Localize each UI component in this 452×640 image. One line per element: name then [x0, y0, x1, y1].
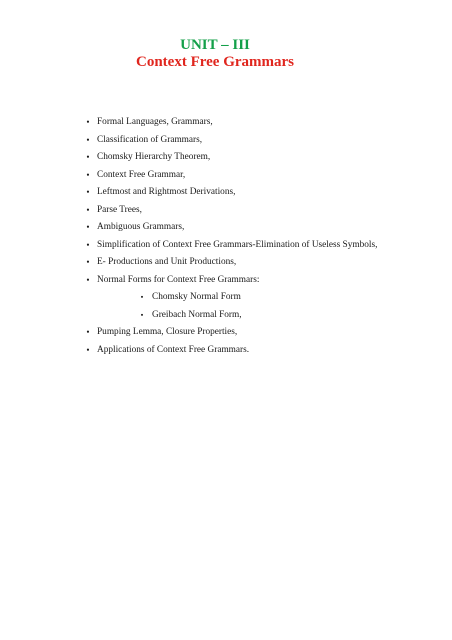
- topic-text: Parse Trees,: [97, 204, 142, 215]
- bullet-icon: •: [86, 187, 90, 197]
- list-item: [0, 342, 452, 360]
- bullet-icon: •: [86, 257, 90, 267]
- bullet-icon: •: [86, 239, 90, 250]
- bullet-icon: •: [86, 274, 90, 285]
- topic-text: Simplification of Context Free Grammars-Elimination of Useless Symbols,: [97, 239, 378, 250]
- sub-list-item: [0, 289, 452, 307]
- topic-text: E- Productions and Unit Productions,: [97, 257, 237, 267]
- list-item: [0, 254, 452, 272]
- bullet-icon: •: [86, 169, 90, 180]
- topic-text: Context Free Grammar,: [97, 169, 186, 180]
- bullet-icon: •: [86, 117, 90, 127]
- topic-text: Leftmost and Rightmost Derivations,: [97, 187, 236, 197]
- list-item: [0, 237, 452, 255]
- list-item: [0, 272, 452, 290]
- bullet-icon: •: [86, 344, 90, 355]
- square-bullet-icon: ▪: [140, 310, 144, 319]
- list-item: [0, 184, 452, 202]
- list-item: [0, 219, 452, 237]
- topic-text: Normal Forms for Context Free Grammars:: [97, 274, 260, 285]
- unit-title: Context Free Grammars: [136, 54, 294, 70]
- list-item: [0, 167, 452, 185]
- topic-text: Ambiguous Grammars,: [97, 222, 185, 232]
- bullet-icon: •: [86, 204, 90, 215]
- topic-text: Applications of Context Free Grammars.: [97, 344, 250, 355]
- list-item: [0, 114, 452, 132]
- topic-text: Formal Languages, Grammars,: [97, 117, 213, 127]
- subtopic-text: Greibach Normal Form,: [152, 309, 242, 320]
- list-item: [0, 132, 452, 150]
- bullet-icon: •: [86, 152, 90, 162]
- topic-text: Pumping Lemma, Closure Properties,: [97, 327, 238, 337]
- bullet-icon: •: [86, 327, 90, 337]
- topic-text: Classification of Grammars,: [97, 134, 203, 145]
- list-item: [0, 324, 452, 342]
- unit-heading: UNIT – III: [180, 37, 250, 53]
- bullet-icon: •: [86, 222, 90, 232]
- subtopic-text: Chomsky Normal Form: [152, 292, 241, 302]
- sub-list-item: [0, 307, 452, 325]
- topic-list: [0, 114, 452, 359]
- square-bullet-icon: ▪: [140, 293, 144, 301]
- bullet-icon: •: [86, 134, 90, 145]
- topic-text: Chomsky Hierarchy Theorem,: [97, 152, 211, 162]
- list-item: [0, 149, 452, 167]
- list-item: [0, 202, 452, 220]
